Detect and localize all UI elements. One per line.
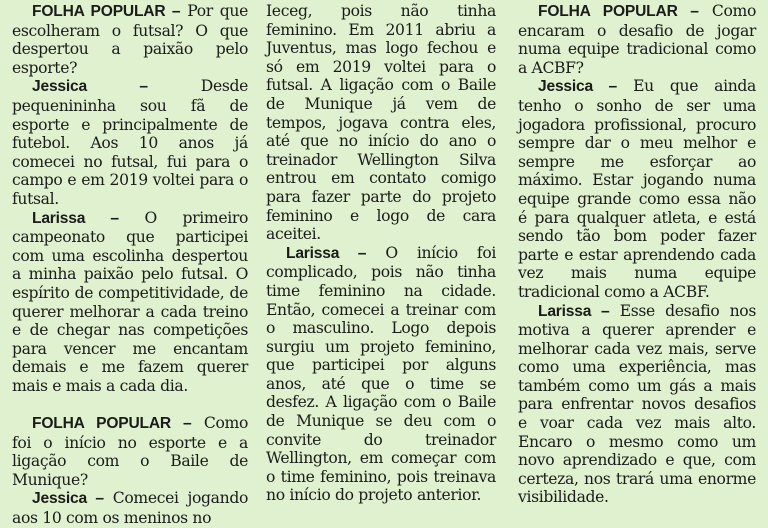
paragraph-text: Esse desafio nos motiva a querer aprender e melhorar cada vez mais, serve como uma experiência, mas também como um gás a mais para enfrentar novos desafios e voar cada vez mais alto. Encaro o mesmo como um novo aprendizado e que, com certeza, nos trará uma enorme visibilidade.: [518, 301, 756, 507]
answer-continuation: [266, 2, 496, 244]
column-1: [12, 2, 256, 528]
column-2: [256, 2, 508, 511]
speaker-label: Jessica –: [32, 78, 148, 96]
answer-paragraph: [266, 244, 496, 505]
question-paragraph: [518, 2, 756, 77]
paragraph-text: Desde pequenininha sou fã de esporte e principalmente de futebol. Aos 10 anos já comecei no futsal, fui para o campo e em 2019 voltei para o futsal.: [12, 77, 248, 208]
speaker-label: Larissa –: [286, 244, 367, 262]
paragraph-text: O início foi complicado, pois não tinha time feminino na cidade. Então, comecei a treinar com o masculino. Logo depois surgiu um projeto feminino, que participei por alguns anos, até que o time se desfez. A ligação com o Baile de Munique se deu com o convite do treinador Wellington, em começar com o time feminino, pois treinava no início do projeto anterior.: [266, 243, 496, 505]
answer-paragraph: [518, 302, 756, 508]
paragraph-text: Como encaram o desafio de jogar numa equipe tradicional como a ACBF?: [518, 2, 756, 77]
speaker-label: Larissa –: [32, 209, 119, 227]
speaker-label: Jessica –: [538, 78, 618, 96]
answer-paragraph: [12, 209, 248, 396]
speaker-label: Jessica –: [32, 490, 104, 508]
speaker-label: FOLHA POPULAR –: [538, 3, 699, 20]
column-3: [508, 2, 756, 511]
paragraph-text: Como foi o início no esporte e a ligação com o Baile de Munique?: [12, 414, 249, 489]
paragraph-text: O primeiro campeonato que participei com uma escolinha despertou a minha paixão pelo futsal. O espírito de competitividade, de querer melhorar a cada treino e de chegar nas competições para vencer me encantam demais e me fazem querer mais e mais a cada dia.: [12, 208, 248, 395]
question-paragraph: [12, 2, 248, 77]
answer-paragraph: [12, 77, 248, 208]
answer-paragraph: [518, 77, 756, 301]
speaker-label: FOLHA POPULAR –: [32, 415, 192, 433]
speaker-label: FOLHA POPULAR –: [32, 3, 181, 20]
paragraph-text: Ieceg, pois não tinha feminino. Em 2011 abriu a Juventus, mas logo fechou e só em 2019 voltei para o futsal. A ligação com o Baile de Munique já vem de tempos, jogava contra eles, até que no início do ano o treinador Wellington Silva entrou em contato comigo para fazer parte do projeto feminino e logo de cara aceitei.: [266, 2, 496, 244]
paragraph-text: Por que escolheram o futsal? O que despertou a paixão pelo esporte?: [12, 2, 248, 77]
paragraph-text: Comecei jogando aos 10 com os meninos no: [12, 489, 248, 528]
paragraph-text: Eu que ainda tenho o sonho de ser uma jogadora profissional, procuro sempre dar o meu melhor e sempre me esforçar ao máximo. Estar jogando numa equipe grande como essa não é para qualquer atleta, e está sendo tão bom poder fazer parte e estar aprendendo cada vez mais numa equipe tradicional como a ACBF.: [518, 77, 756, 301]
answer-paragraph: [12, 489, 248, 527]
speaker-label: Larissa –: [538, 302, 610, 320]
question-paragraph: [12, 414, 248, 489]
